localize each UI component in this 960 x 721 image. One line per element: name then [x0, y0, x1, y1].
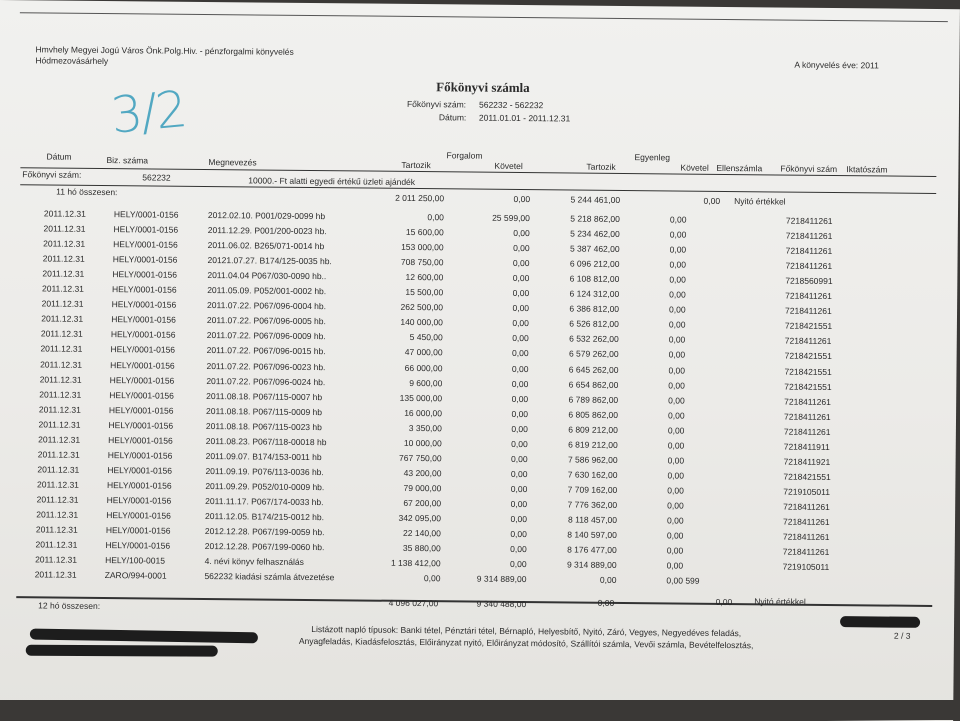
closing-note: Nyitó értékkel — [754, 596, 806, 607]
row-debit: 262 500,00 — [400, 302, 444, 313]
row-date: 2011.12.31 — [35, 524, 78, 535]
row-balance-credit: 0,00 — [666, 530, 684, 541]
row-description: 2011.07.22. P067/096-0024 hb. — [206, 375, 326, 387]
date-label: Dátum: — [438, 112, 467, 123]
row-balance-debit: 0,00 — [599, 574, 617, 586]
row-balance-debit: 5 234 462,00 — [570, 228, 620, 240]
row-description: 2011.07.22. P067/096-0015 hb. — [206, 345, 326, 357]
row-balance-credit: 0,00 — [667, 440, 685, 451]
row-credit: 0,00 — [511, 423, 528, 434]
row-balance-credit: 0,00 — [669, 304, 686, 315]
org-line-1: Hmvhely Megyei Jogú Város Önk.Polg.Hiv. - pénzforgalmi könyvelés — [35, 44, 294, 57]
row-date: 2011.12.31 — [36, 509, 79, 520]
account-label: Főkönyvi szám: — [406, 98, 467, 110]
row-date: 2011.12.31 — [40, 343, 83, 355]
row-date: 2011.12.31 — [35, 554, 78, 565]
col-turnover-group: Forgalom — [446, 150, 483, 161]
row-balance-credit: 0,00 — [667, 470, 685, 481]
row-balance-credit: 0,00 — [666, 545, 684, 556]
row-debit: 35 880,00 — [402, 542, 441, 554]
row-balance-debit: 7 586 962,00 — [567, 454, 618, 465]
opening-note: Nyitó értékkel — [734, 196, 786, 207]
row-balance-credit: 0,00 — [668, 319, 686, 330]
row-description: 2011.09.07. B174/153-0011 hb — [205, 450, 322, 462]
row-date: 2011.12.31 — [41, 283, 84, 295]
col-gl-number: Főkönyvi szám — [780, 163, 838, 175]
row-balance-debit: 9 314 889,00 — [566, 559, 617, 571]
row-description: 2011.09.19. P076/113-0036 hb. — [205, 465, 324, 477]
row-date: 2011.12.31 — [40, 328, 83, 340]
row-date: 2011.12.31 — [37, 464, 80, 475]
opening-debit: 2 011 250,00 — [395, 192, 445, 204]
row-balance-debit: 6 789 862,00 — [568, 394, 619, 405]
row-credit: 0,00 — [512, 318, 529, 329]
handwritten-note: 3/2 — [108, 80, 188, 145]
row-gl-number: 7218421551 — [783, 471, 831, 482]
row-debit: 135 000,00 — [399, 392, 443, 403]
row-balance-credit: 0,00 — [669, 214, 687, 225]
row-description: 2011.05.09. P052/001-0002 hb. — [207, 285, 327, 297]
row-description: 2011.06.02. B265/071-0014 hb — [207, 240, 325, 252]
row-balance-debit: 6 654 862,00 — [568, 379, 619, 390]
row-date: 2011.12.31 — [41, 298, 84, 310]
row-description: 2011.04.04 P067/030-0090 hb.. — [207, 270, 327, 282]
date-value: 2011.01.01 - 2011.12.31 — [478, 112, 571, 124]
row-debit: 5 450,00 — [409, 332, 443, 343]
row-date: 2011.12.31 — [43, 208, 86, 219]
row-description: 2011.08.23. P067/118-00018 hb — [205, 435, 327, 447]
row-balance-debit: 7 630 162,00 — [567, 469, 618, 480]
row-balance-credit: 0,00 — [666, 515, 684, 526]
row-voucher: ZARO/994-0001 — [104, 570, 167, 581]
row-gl-number: 7219105011 — [782, 561, 830, 573]
page-title: Főkönyvi számla — [436, 79, 530, 96]
row-debit: 43 200,00 — [403, 467, 442, 479]
row-debit: 10 000,00 — [403, 437, 442, 449]
row-date: 2011.12.31 — [34, 569, 77, 580]
row-voucher: HELY/0001-0156 — [108, 434, 173, 446]
row-gl-number: 7218411261 — [783, 426, 831, 437]
row-description: 2011.07.22. P067/096-0009 hb. — [206, 330, 326, 342]
row-voucher: HELY/0001-0156 — [113, 209, 179, 220]
redaction-bar — [840, 616, 920, 628]
row-gl-number: 7218411261 — [785, 245, 833, 257]
top-rule — [20, 12, 948, 22]
row-description: 2011.07.22. P067/096-0023 hb. — [206, 360, 326, 372]
row-date: 2011.12.31 — [38, 404, 81, 415]
opening-balance-debit: 5 244 461,00 — [570, 194, 621, 205]
row-gl-number: 7219105011 — [783, 486, 831, 497]
row-voucher: HELY/0001-0156 — [106, 510, 171, 521]
row-balance-debit: 6 805 862,00 — [568, 409, 619, 420]
row-gl-number: 7218411261 — [782, 531, 830, 543]
row-balance-debit: 6 096 212,00 — [569, 258, 620, 270]
row-balance-credit: 0,00 — [667, 425, 685, 436]
row-gl-number: 7218421551 — [784, 366, 832, 377]
row-voucher: HELY/0001-0156 — [107, 449, 173, 461]
col-balance-group: Egyenleg — [634, 152, 671, 163]
row-date: 2011.12.31 — [39, 373, 82, 385]
row-credit: 0,00 — [513, 243, 530, 254]
opening-label: 11 hó összesen: — [56, 186, 118, 198]
row-balance-credit: 0,00 — [668, 349, 686, 361]
row-description: 20121.07.27. B174/125-0035 hb. — [207, 255, 332, 267]
row-voucher: HELY/0001-0156 — [110, 344, 176, 356]
row-voucher: HELY/0001-0156 — [105, 525, 171, 536]
row-description: 2011.08.18. P067/115-0007 hb — [206, 390, 323, 402]
row-voucher: HELY/0001-0156 — [111, 284, 177, 295]
row-date: 2011.12.31 — [38, 419, 81, 430]
row-voucher: HELY/0001-0156 — [112, 254, 178, 265]
year-value: 2011 — [860, 60, 879, 71]
row-debit: 767 750,00 — [399, 452, 442, 464]
row-date: 2011.12.31 — [36, 494, 79, 505]
row-voucher: HELY/0001-0156 — [109, 374, 175, 386]
row-date: 2011.12.31 — [37, 449, 80, 460]
row-balance-debit: 8 140 597,00 — [567, 529, 617, 540]
col-name: Megnevezés — [208, 157, 257, 168]
row-debit: 12 600,00 — [405, 272, 444, 283]
account-row-number: 562232 — [142, 172, 171, 183]
row-gl-number: 7218411261 — [785, 230, 833, 242]
row-balance-debit: 8 176 477,00 — [567, 544, 617, 556]
row-debit: 0,00 — [427, 212, 444, 223]
row-balance-credit: 0,00 — [668, 334, 686, 345]
closing-balance-debit: 0,00 — [597, 597, 615, 608]
row-voucher: HELY/0001-0156 — [111, 314, 176, 326]
row-balance-debit: 8 118 457,00 — [567, 514, 618, 525]
row-credit: 0,00 — [511, 408, 529, 419]
row-debit: 16 000,00 — [404, 407, 443, 418]
row-description: 2012.02.10. P001/029-0099 hb — [207, 210, 326, 222]
row-date: 2011.12.31 — [36, 479, 79, 490]
org-line-2: Hódmezovásárhely — [35, 55, 109, 67]
row-gl-number: 7218421551 — [784, 350, 832, 362]
row-gl-number: 7218411261 — [783, 501, 830, 512]
row-credit: 0,00 — [512, 288, 530, 299]
col-debit: Tartozik — [401, 159, 431, 171]
row-debit: 79 000,00 — [403, 482, 442, 494]
row-debit: 66 000,00 — [404, 362, 443, 373]
row-debit: 22 140,00 — [403, 527, 441, 539]
row-balance-credit: 0,00 — [669, 229, 687, 240]
col-voucher: Biz. száma — [106, 155, 149, 166]
row-credit: 0,00 — [511, 438, 528, 449]
row-credit: 25 599,00 — [492, 212, 530, 224]
row-date: 2011.12.31 — [40, 358, 83, 370]
col-credit: Követel — [494, 160, 523, 172]
row-description: 2012.12.28. P067/199-0060 hb. — [204, 541, 325, 553]
row-credit: 0,00 — [512, 348, 529, 359]
row-debit: 1 138 412,00 — [390, 557, 441, 569]
account-row-label: Főkönyvi szám: — [22, 169, 82, 180]
col-balance-credit: Követel — [680, 162, 709, 173]
row-debit: 3 350,00 — [408, 422, 442, 433]
row-debit: 15 600,00 — [405, 226, 444, 238]
row-balance-credit: 0,00 — [669, 244, 687, 255]
footer-line-1: Listázott napló típusok: Banki tétel, Pénztári tétel, Bérnapló, Helyesbítő, Nyitó, Záró, Vegyes, Negyedéves feladás, — [311, 624, 742, 639]
row-gl-number: 7218411261 — [785, 305, 832, 317]
row-gl-number: 7218411261 — [785, 260, 833, 272]
row-credit: 0,00 — [512, 303, 530, 314]
row-gl-number: 7218411261 — [784, 335, 832, 347]
col-file-number: Iktatószám — [846, 164, 888, 175]
account-value: 562232 - 562232 — [478, 99, 544, 111]
row-gl-number: 7218411261 — [785, 215, 833, 227]
row-gl-number: 7218411261 — [782, 516, 830, 527]
row-voucher: HELY/0001-0156 — [106, 494, 172, 506]
row-balance-debit: 7 776 362,00 — [567, 499, 618, 510]
row-gl-number: 7218411261 — [784, 396, 831, 407]
row-balance-debit: 6 532 262,00 — [569, 333, 619, 345]
row-credit: 0,00 — [513, 227, 530, 239]
row-balance-debit: 6 819 212,00 — [568, 439, 618, 450]
row-gl-number: 7218411911 — [783, 441, 830, 452]
footer-line-2: Anyagfeladás, Kiadásfelosztás, Előirányzat nyitó, Előirányzat módosító, Szállítói számla, Vevői számla, Bevételfelosztás, — [298, 635, 754, 651]
row-voucher: HELY/0001-0156 — [110, 359, 175, 371]
row-balance-debit: 6 809 212,00 — [568, 424, 618, 435]
redaction-bar — [30, 629, 258, 644]
redaction-bar — [26, 645, 218, 657]
row-balance-credit: 0,00 — [666, 560, 684, 571]
row-description: 2011.12.05. B174/215-0012 hb. — [205, 510, 325, 523]
year-block — [794, 60, 879, 71]
row-balance-credit: 0,00 599 — [666, 575, 700, 586]
row-credit: 0,00 — [511, 378, 529, 389]
account-row-description: 10000.- Ft alatti egyedi értékű üzleti ajándék — [248, 175, 416, 187]
row-credit: 9 314 889,00 — [476, 573, 527, 585]
closing-balance-credit: 0,00 — [715, 596, 733, 608]
closing-label: 12 hó összesen: — [38, 600, 101, 611]
row-date: 2011.12.31 — [43, 238, 86, 249]
row-voucher: HELY/0001-0156 — [109, 389, 174, 401]
row-debit: 708 750,00 — [400, 257, 444, 268]
opening-credit: 0,00 — [513, 193, 531, 205]
row-debit: 140 000,00 — [400, 317, 443, 328]
row-debit: 47 000,00 — [404, 347, 443, 358]
row-balance-debit: 6 386 812,00 — [569, 303, 620, 315]
row-date: 2011.12.31 — [41, 313, 84, 325]
row-balance-debit: 6 526 812,00 — [569, 318, 619, 330]
row-balance-debit: 6 108 812,00 — [569, 273, 620, 285]
row-description: 2011.07.22. P067/096-0005 hb. — [206, 315, 326, 327]
row-balance-credit: 0,00 — [669, 259, 687, 270]
closing-credit: 9 340 488,00 — [476, 598, 527, 610]
row-credit: 0,00 — [510, 483, 528, 494]
row-debit: 153 000,00 — [401, 241, 444, 253]
row-balance-debit: 5 387 462,00 — [569, 243, 620, 255]
row-credit: 0,00 — [511, 393, 529, 404]
row-balance-debit: 6 124 312,00 — [569, 288, 620, 300]
row-voucher: HELY/0001-0156 — [113, 239, 178, 250]
row-credit: 0,00 — [512, 273, 530, 284]
row-balance-debit: 6 645 262,00 — [568, 363, 619, 375]
row-gl-number: 7218411921 — [783, 456, 831, 467]
org-name — [35, 44, 293, 68]
year-label: A könyvelés éve: — [794, 59, 859, 71]
row-voucher: HELY/0001-0156 — [111, 299, 177, 311]
row-gl-number: 7218411261 — [783, 411, 831, 422]
row-voucher: HELY/0001-0156 — [106, 479, 172, 491]
row-gl-number: 7218411261 — [785, 290, 832, 302]
row-description: 4. névi könyv felhasználás — [204, 556, 304, 568]
row-date: 2011.12.31 — [39, 388, 82, 400]
row-date: 2011.12.31 — [35, 539, 78, 550]
closing-debit: 4 096 027,00 — [388, 597, 439, 609]
row-credit: 0,00 — [511, 363, 529, 374]
row-credit: 0,00 — [510, 513, 528, 525]
row-voucher: HELY/0001-0156 — [113, 224, 179, 235]
row-balance-credit: 0,00 — [669, 274, 686, 285]
row-date: 2011.12.31 — [42, 253, 85, 264]
desk-background — [0, 700, 960, 720]
row-credit: 0,00 — [511, 453, 528, 464]
row-description: 2011.09.29. P052/010-0009 hb. — [205, 480, 325, 493]
row-balance-credit: 0,00 — [667, 485, 684, 496]
row-gl-number: 7218421551 — [784, 381, 832, 392]
row-voucher: HELY/0001-0156 — [108, 404, 174, 416]
row-date: 2011.12.31 — [43, 223, 86, 234]
row-debit: 0,00 — [423, 573, 441, 584]
row-balance-credit: 0,00 — [667, 500, 684, 511]
row-balance-credit: 0,00 — [669, 289, 686, 300]
col-balance-debit: Tartozik — [586, 161, 616, 172]
row-description: 2011.07.22. P067/096-0004 hb. — [207, 300, 327, 312]
row-balance-debit: 5 218 862,00 — [570, 213, 620, 224]
row-voucher: HELY/0001-0156 — [112, 269, 178, 280]
account-rule — [20, 184, 936, 194]
row-gl-number: 7218421551 — [784, 320, 833, 332]
row-credit: 0,00 — [510, 544, 527, 555]
row-voucher: HELY/100-0015 — [105, 555, 166, 566]
row-balance-credit: 0,00 — [667, 455, 685, 466]
row-balance-debit: 6 579 262,00 — [568, 348, 619, 360]
row-credit: 0,00 — [510, 559, 527, 570]
row-gl-number: 7218411261 — [782, 546, 830, 558]
row-balance-credit: 0,00 — [667, 410, 685, 421]
row-description: 562232 kiadási számla átvezetése — [204, 571, 335, 583]
row-balance-debit: 7 709 162,00 — [567, 484, 618, 495]
row-credit: 0,00 — [512, 258, 530, 269]
opening-balance-credit: 0,00 — [703, 195, 721, 206]
row-description: 2011.12.29. P001/200-0023 hb. — [207, 225, 327, 237]
page-number: 2 / 3 — [893, 630, 911, 641]
row-description: 2011.08.18. P067/115-0009 hb — [206, 405, 323, 417]
col-date: Dátum — [46, 151, 72, 162]
row-debit: 9 600,00 — [409, 377, 443, 388]
row-credit: 0,00 — [510, 468, 528, 479]
row-debit: 15 500,00 — [405, 287, 444, 298]
row-date: 2011.12.31 — [42, 268, 85, 280]
footer-journal-types — [299, 623, 754, 651]
row-description: 2012.12.28. P067/199-0059 hb. — [204, 526, 325, 538]
row-balance-credit: 0,00 — [668, 379, 685, 391]
row-credit: 0,00 — [510, 498, 528, 510]
row-voucher: HELY/0001-0156 — [105, 540, 171, 551]
row-gl-number: 7218560991 — [785, 275, 833, 287]
row-credit: 0,00 — [512, 333, 529, 344]
row-voucher: HELY/0001-0156 — [110, 329, 176, 341]
row-balance-credit: 0,00 — [668, 364, 686, 376]
row-voucher: HELY/0001-0156 — [108, 419, 174, 431]
row-debit: 67 200,00 — [403, 497, 442, 509]
row-voucher: HELY/0001-0156 — [107, 464, 173, 476]
col-contra: Ellenszámla — [716, 162, 763, 174]
row-description: 2011.11.17. P067/174-0033 hb. — [205, 495, 324, 508]
row-date: 2011.12.31 — [38, 434, 81, 445]
row-description: 2011.08.18. P067/115-0023 hb — [205, 420, 322, 432]
row-balance-credit: 0,00 — [668, 395, 685, 406]
row-credit: 0,00 — [510, 528, 527, 540]
row-debit: 342 095,00 — [398, 512, 442, 524]
